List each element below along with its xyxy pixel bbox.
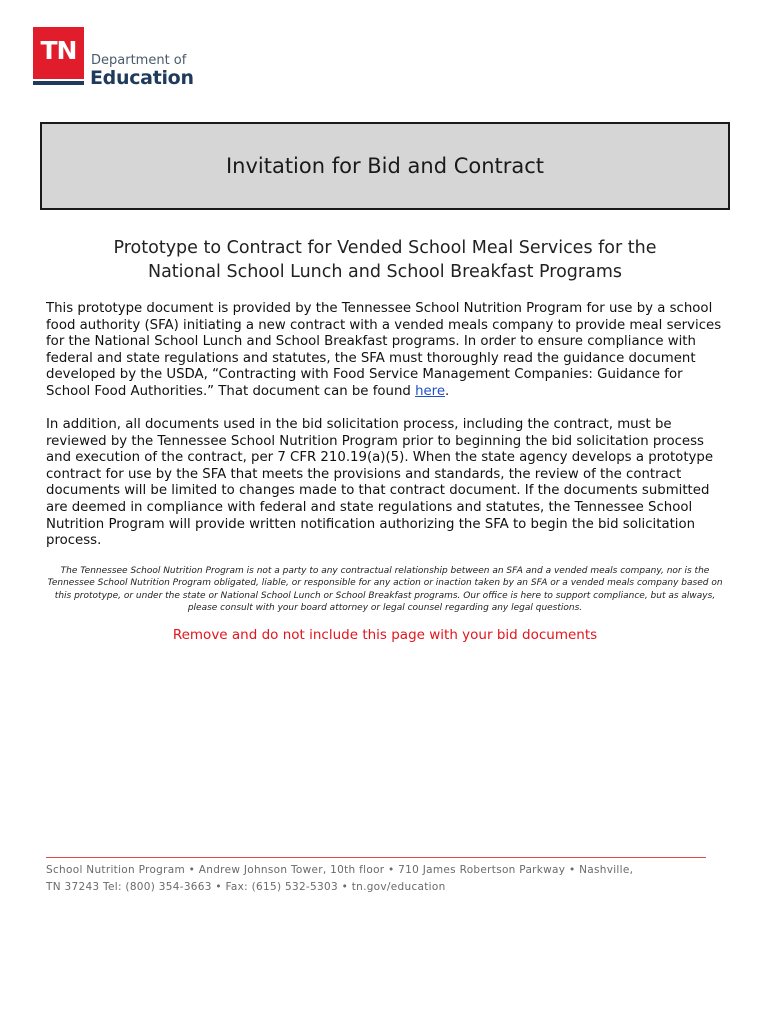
subtitle-line-1: Prototype to Contract for Vended School Meal Services for the — [113, 238, 657, 258]
document-subtitle — [40, 236, 730, 284]
footer-divider — [46, 857, 706, 858]
remove-page-note: Remove and do not include this page with your bid documents — [172, 627, 598, 643]
guidance-document-link[interactable]: here — [415, 383, 446, 399]
intro-paragraph-end: . — [445, 383, 450, 399]
document-title-box — [40, 122, 730, 210]
footer-line-1: School Nutrition Program • Andrew Johnson Tower, 10th floor • 710 James Robertson Parkway • Nashville, — [46, 864, 634, 876]
footer-contact — [46, 862, 706, 895]
logo-department-text: Department of — [91, 53, 187, 68]
review-paragraph: In addition, all documents used in the bid solicitation process, including the contract, must be reviewed by the Tennessee School Nutrition Program prior to beginning the bid solicitation process and execution of the contract, per 7 CFR 210.19(a)(5). When the state agency develops a prototype contract for use by the SFA that meets the provisions and standards, the review of the contract documents will be limited to changes made to that contract document. If the documents submitted are deemed in compliance with federal and state regulations and statutes, the Tennessee School Nutrition Program will provide written notification authorizing the SFA to begin the bid solicitation process. — [46, 417, 714, 549]
legal-disclaimer: The Tennessee School Nutrition Program is not a party to any contractual relationship between an SFA and a vended meals company, nor is the Tennessee School Nutrition Program obligated, liable, or responsible for any action or inaction taken by an SFA or a vended meals company based on this prototype, or under the state or National School Lunch or School Breakfast programs. Our office is here to support compliance, but as always, please consult with your board attorney or legal counsel regarding any legal questions. — [47, 566, 723, 614]
logo-underline-bar — [33, 81, 84, 85]
logo-mark: TN — [33, 27, 84, 79]
intro-paragraph — [46, 301, 726, 401]
footer-line-2: TN 37243 Tel: (800) 354-3663 • Fax: (615) 532-5303 • tn.gov/education — [46, 880, 446, 893]
document-title: Invitation for Bid and Contract — [225, 154, 545, 178]
logo-education-text: Education — [90, 67, 194, 89]
subtitle-line-2: National School Lunch and School Breakfast Programs — [147, 262, 622, 282]
intro-paragraph-text: This prototype document is provided by the Tennessee School Nutrition Program for use by a school food authority (SFA) initiating a new contract with a vended meals company to provide meal services for the National School Lunch and School Breakfast programs. In order to ensure compliance with federal and state regulations and statutes, the SFA must thoroughly read the guidance document developed by the USDA, “Contracting with Food Service Management Companies: Guidance for School Food Authorities.” That document can be found — [46, 301, 722, 399]
tn-education-logo — [33, 27, 193, 89]
